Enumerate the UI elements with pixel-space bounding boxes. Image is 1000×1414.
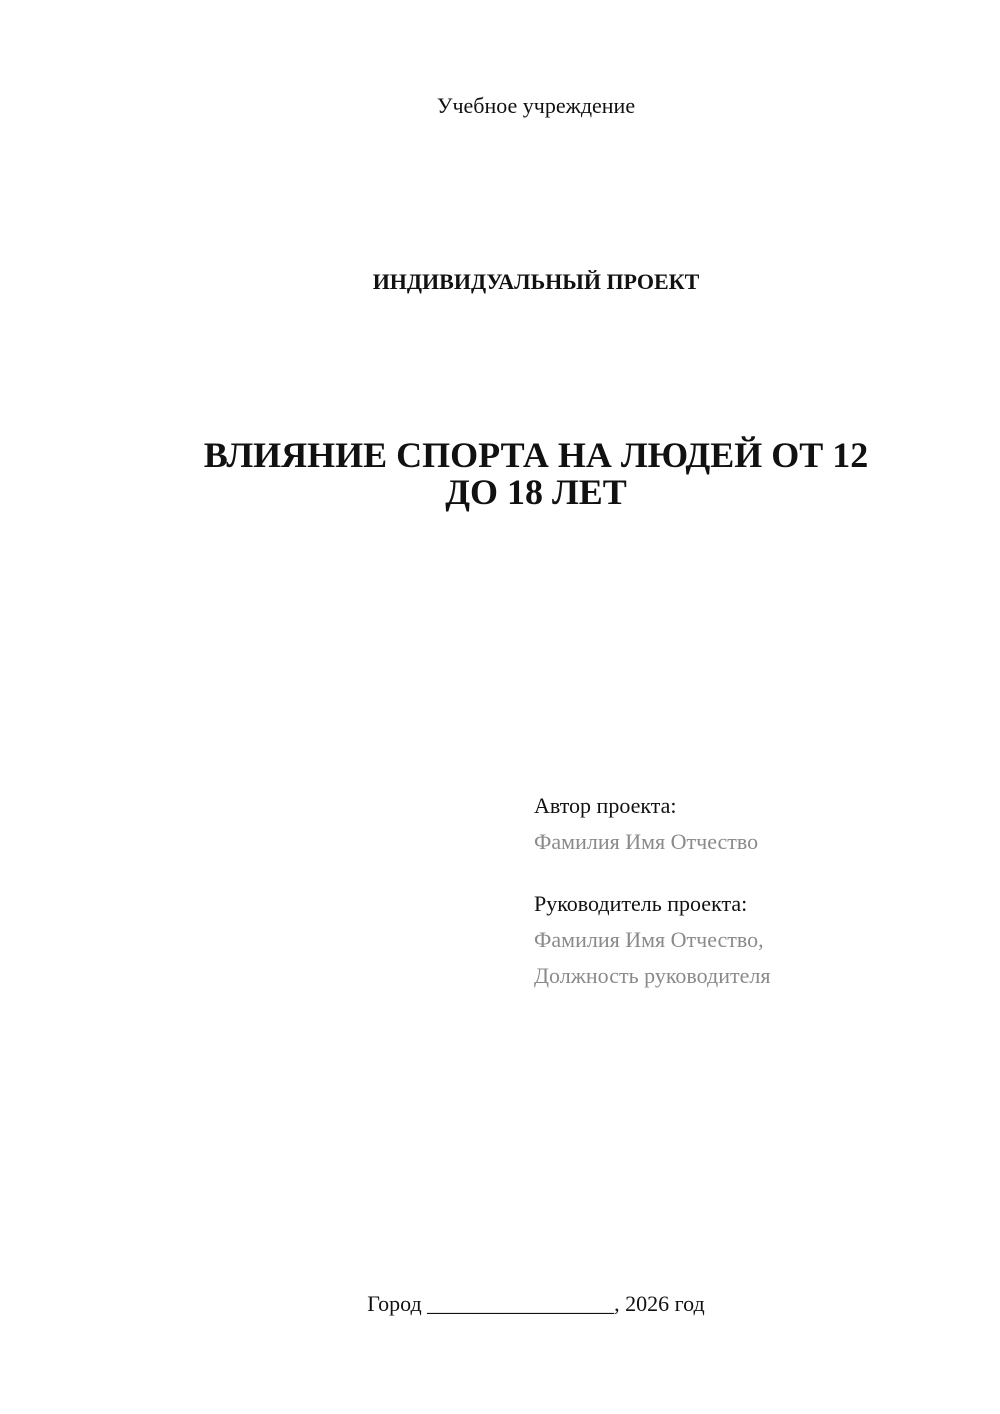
author-label: Автор проекта: bbox=[534, 793, 677, 818]
city-year-line: Город _________________, 2026 год bbox=[367, 1291, 705, 1316]
block-spacer bbox=[534, 860, 974, 886]
supervisor-position: Должность руководителя bbox=[534, 963, 771, 988]
supervisor-name: Фамилия Имя Отчество, bbox=[534, 927, 764, 952]
project-title-line-2: ДО 18 ЛЕТ bbox=[445, 472, 627, 512]
project-title-line-1: ВЛИЯНИЕ СПОРТА НА ЛЮДЕЙ ОТ 12 bbox=[203, 435, 869, 475]
project-title bbox=[180, 437, 892, 511]
author-block bbox=[534, 788, 974, 994]
supervisor-label: Руководитель проекта: bbox=[534, 891, 748, 916]
document-type: ИНДИВИДУАЛЬНЫЙ ПРОЕКТ bbox=[372, 269, 700, 294]
institution-name: Учебное учреждение bbox=[436, 93, 636, 118]
author-name: Фамилия Имя Отчество bbox=[534, 829, 759, 854]
